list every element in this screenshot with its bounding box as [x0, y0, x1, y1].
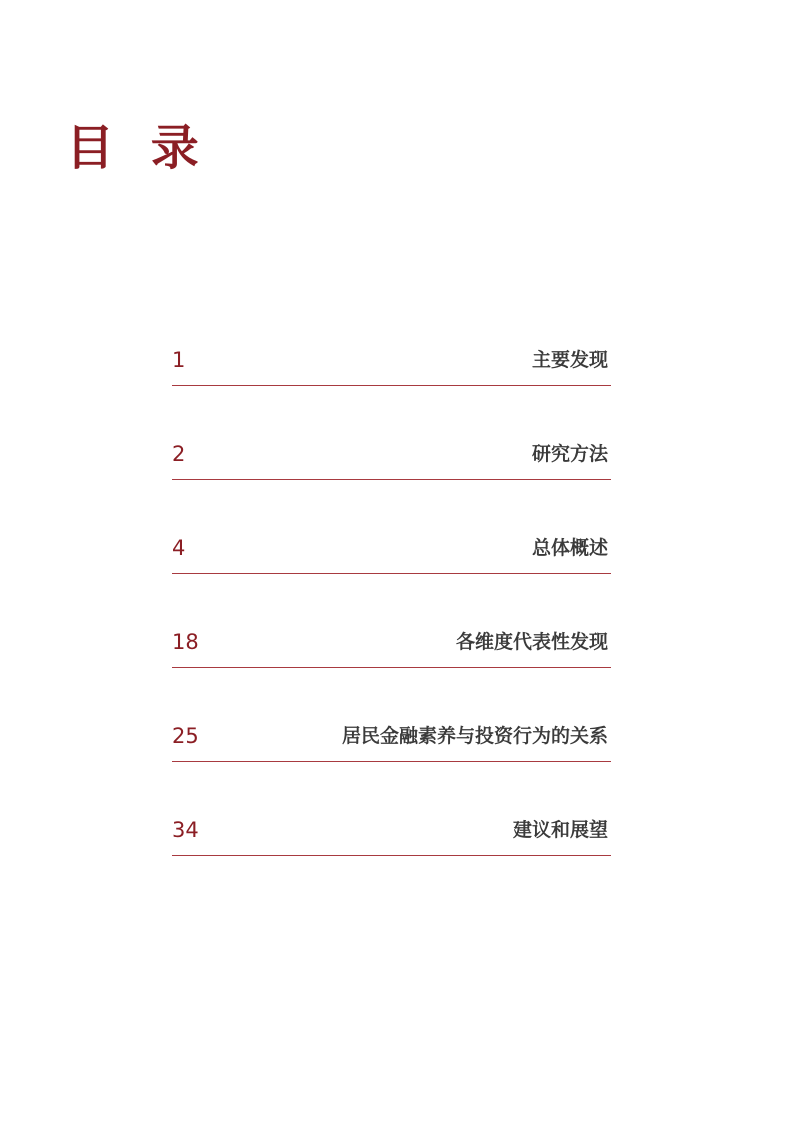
- toc-page-number: 2: [172, 442, 186, 466]
- toc-page-number: 4: [172, 536, 186, 560]
- toc-entry[interactable]: [172, 429, 611, 480]
- toc-entry[interactable]: [172, 617, 611, 668]
- toc-section-title[interactable]: 总体概述: [531, 537, 608, 559]
- toc-section-title[interactable]: 建议和展望: [512, 819, 608, 841]
- toc-page-number: 18: [172, 630, 199, 654]
- toc-entry[interactable]: [172, 711, 611, 762]
- toc-section-title[interactable]: 各维度代表性发现: [455, 631, 608, 653]
- toc-page-number: 1: [172, 348, 186, 372]
- toc-section-title[interactable]: 主要发现: [531, 349, 608, 371]
- toc-page-number: 34: [172, 818, 199, 842]
- toc-entry[interactable]: [172, 335, 611, 386]
- toc-entry[interactable]: [172, 523, 611, 574]
- page-title: 目 录: [66, 120, 209, 176]
- table-of-contents: [172, 335, 611, 899]
- toc-section-title[interactable]: 居民金融素养与投资行为的关系: [341, 725, 608, 747]
- toc-page-number: 25: [172, 724, 199, 748]
- toc-entry[interactable]: [172, 805, 611, 856]
- toc-section-title[interactable]: 研究方法: [531, 443, 608, 465]
